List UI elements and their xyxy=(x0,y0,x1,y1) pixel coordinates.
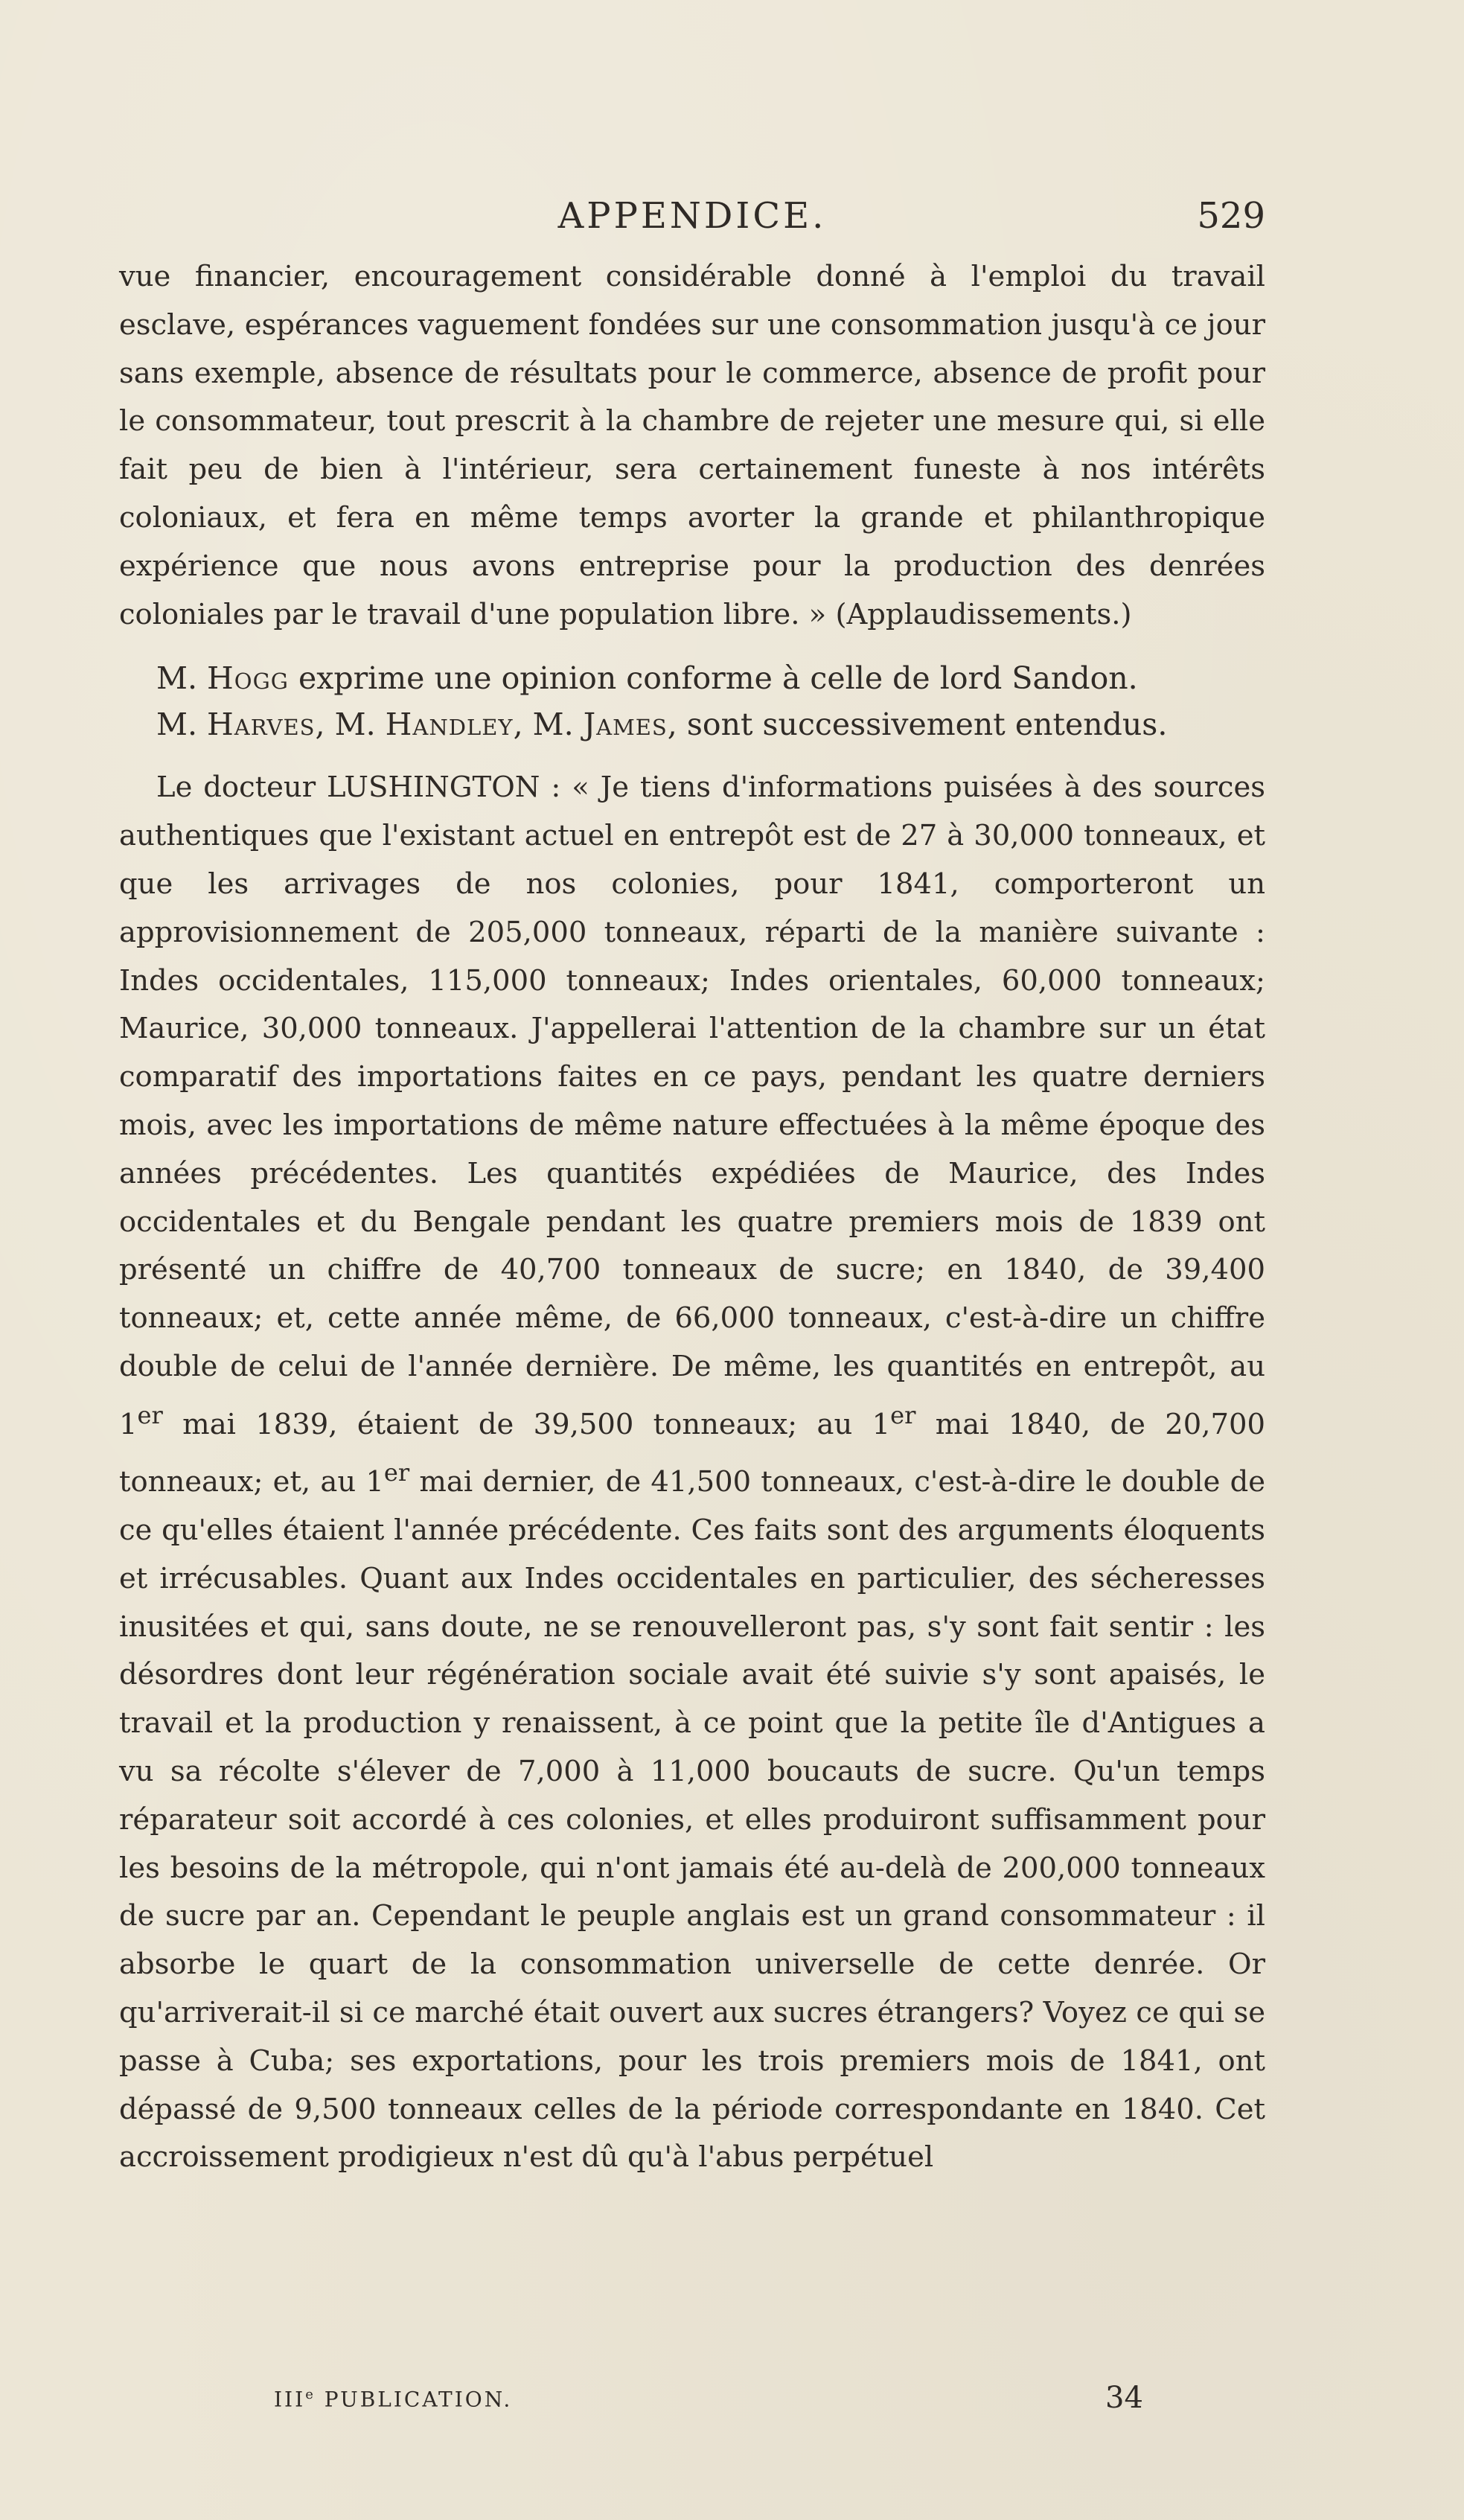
speaker-name-harves: Harves xyxy=(207,706,316,743)
ordinal-suffix-3: er xyxy=(383,1458,410,1487)
body-text xyxy=(119,253,1265,2182)
ordinal-number-3: 1 xyxy=(365,1465,384,1499)
running-head xyxy=(119,195,1265,240)
ordinal-suffix-1: er xyxy=(137,1400,163,1429)
speakers-prefix-1: M. xyxy=(156,706,208,743)
speakers-prefix-2: , M. xyxy=(315,706,386,743)
ordinal-suffix-2: er xyxy=(890,1400,916,1429)
ordinal-number-2: 1 xyxy=(872,1407,891,1441)
hogg-prefix: M. xyxy=(156,660,208,697)
lushington-text-2: mai 1839, étaient de 39,500 tonneaux; au xyxy=(162,1407,872,1441)
speaker-name-james: James xyxy=(583,706,668,743)
printer-signature xyxy=(274,2387,512,2411)
page-number: 529 xyxy=(1197,195,1265,237)
sheet-number: 34 xyxy=(1105,2381,1143,2415)
signature-text: PUBLICATION. xyxy=(315,2387,513,2412)
speaker-name-hogg: Hogg xyxy=(207,660,289,697)
signature-suffix: e xyxy=(305,2387,316,2402)
running-title: APPENDICE. xyxy=(557,195,827,237)
ordinal-number-1: 1 xyxy=(119,1407,138,1441)
speakers-statement: , sont successivement entendus. xyxy=(667,706,1168,743)
paragraph-lushington xyxy=(119,764,1265,2182)
paragraph-speakers xyxy=(119,701,1265,747)
page-footer xyxy=(119,2381,1265,2422)
hogg-statement: exprime une opinion conforme à celle de lord Sandon. xyxy=(288,660,1138,697)
signature-numeral: III xyxy=(274,2387,306,2412)
lushington-text-3: mai 1840, de 20,700 tonneaux; et, au xyxy=(119,1407,1265,1499)
lushington-text-1: Le docteur LUSHINGTON : « Je tiens d'informations puisées à des sources authentiques que l'existant actuel en entrepôt est de 27 à 30,000 tonneaux, et que les arrivages de nos colonies, pour 1841, comporteront un approvisionnement de 205,000 tonneaux, réparti de la manière suivante : Indes occidentales, 115,000 tonneaux; Indes orientales, 60,000 tonneaux; Maurice, 30,000 tonneaux. J'appellerai l'attention de la chambre sur un état comparatif des importations faites en ce pays, pendant les quatre derniers mois, avec les importations de même nature effectuées à la même époque des années précédentes. Les quantités expédiées de Maurice, des Indes occidentales et du Bengale pendant les quatre premiers mois de 1839 ont présenté un chiffre de 40,700 tonneaux de sucre; en 1840, de 39,400 tonneaux; et, cette année même, de 66,000 tonneaux, c'est-à-dire un chiffre double de celui de l'année dernière. De même, les quantités en entrepôt, au xyxy=(119,771,1265,1383)
paragraph-continuation: vue financier, encouragement considérable donné à l'emploi du travail esclave, espérances vaguement fondées sur une consommation jusqu'à ce jour sans exemple, absence de résultats pour le commerce, absence de profit pour le consommateur, tout prescrit à la chambre de rejeter une mesure qui, si elle fait peu de bien à l'intérieur, sera certainement funeste à nos intérêts coloniaux, et fera en même temps avorter la grande et philanthropique expérience que nous avons entreprise pour la production des denrées coloniales par le travail d'une population libre. » (Applaudissements.) xyxy=(119,260,1265,631)
speaker-name-handley: Handley xyxy=(385,706,514,743)
speakers-prefix-3: , M. xyxy=(513,706,584,743)
paragraph-hogg xyxy=(119,655,1265,701)
lushington-text-4: mai dernier, de 41,500 tonneaux, c'est-à-dire le double de ce qu'elles étaient l'année précédente. Ces faits sont des arguments éloquents et irrécusables. Quant aux Indes occidentales en particulier, des sécheresses inusitées et qui, sans doute, ne se renouvelleront pas, s'y sont fait sentir : les désordres dont leur régénération sociale avait été suivie s'y sont apaisés, le travail et la production y renaissent, à ce point que la petite île d'Antigues a vu sa récolte s'élever de 7,000 à 11,000 boucauts de sucre. Qu'un temps réparateur soit accordé à ces colonies, et elles produiront suffisamment pour les besoins de la métropole, qui n'ont jamais été au-delà de 200,000 tonneaux de sucre par an. Cependant le peuple anglais est un grand consommateur : il absorbe le quart de la consommation universelle de cette denrée. Or qu'arriverait-il si ce marché était ouvert aux sucres étrangers? Voyez ce qui se passe à Cuba; ses exportations, pour les trois premiers mois de 1841, ont dépassé de 9,500 tonneaux celles de la période correspondante en 1840. Cet accroissement prodigieux n'est dû qu'à l'abus perpétuel xyxy=(119,1465,1266,2175)
